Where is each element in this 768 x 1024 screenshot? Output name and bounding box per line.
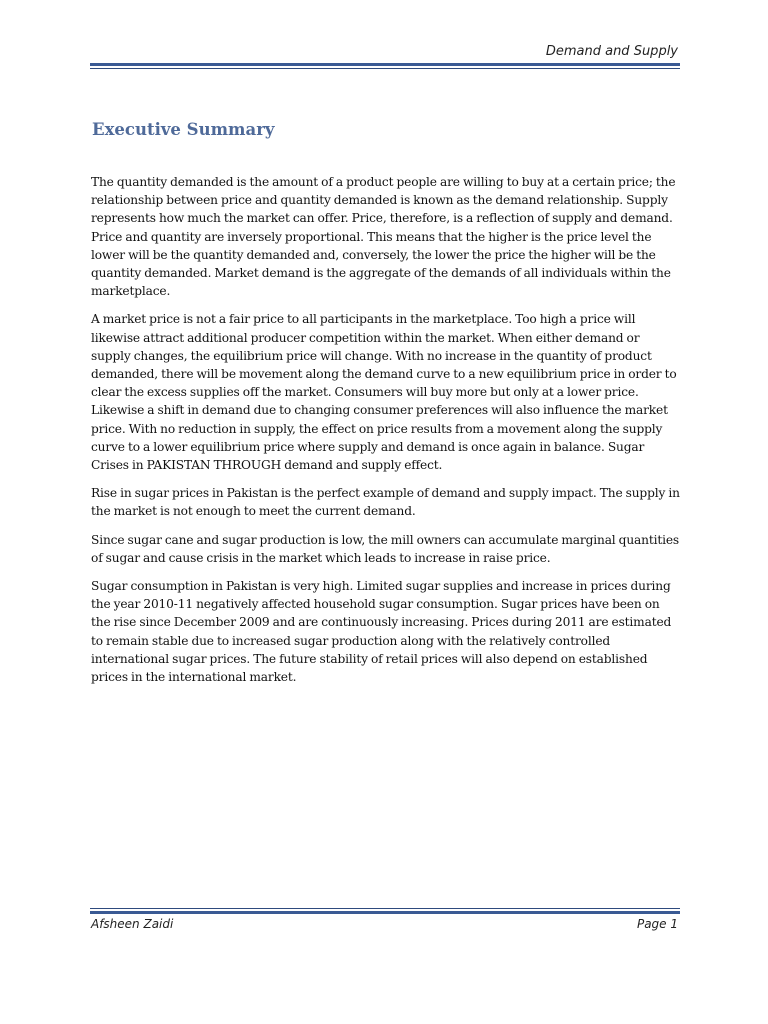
header-rule-thick [90, 63, 680, 66]
body-text [91, 173, 681, 696]
footer-author: Afsheen Zaidi [91, 917, 174, 931]
paragraph-2: A market price is not a fair price to all participants in the marketplace. Too high a price will likewise attract additional producer competition within the market. When either demand or supply changes, the equilibrium price will change. With no increase in the quantity of product demanded, there will be movement along the demand curve to a new equilibrium price in order to clear the excess supplies off the market. Consumers will buy more but only at a lower price. Likewise a shift in demand due to changing consumer preferences will also influence the market price. With no reduction in supply, the effect on price results from a movement along the supply curve to a lower equilibrium price where supply and demand is once again in balance. Sugar Crises in PAKISTAN THROUGH demand and supply effect. [91, 312, 677, 473]
header-rule-thin [90, 68, 680, 69]
section-heading: Executive Summary [92, 120, 275, 139]
paragraph-4: Since sugar cane and sugar production is low, the mill owners can accumulate marginal quantities of sugar and cause crisis in the market which leads to increase in raise price. [91, 532, 680, 565]
paragraph-5: Sugar consumption in Pakistan is very high. Limited sugar supplies and increase in prices during the year 2010-11 negatively affected household sugar consumption. Sugar prices have been on the rise since December 2009 and are continuously increasing. Prices during 2011 are estimated to remain stable due to increased sugar production along with the relatively controlled international sugar prices. The future stability of retail prices will also depend on established prices in the international market. [91, 579, 672, 685]
footer-page-number: Page 1 [636, 917, 678, 931]
paragraph-3: Rise in sugar prices in Pakistan is the perfect example of demand and supply impact. The supply in the market is not enough to meet the current demand. [91, 486, 680, 519]
footer-rule-thick [90, 911, 680, 914]
header-title: Demand and Supply [545, 44, 678, 59]
footer-rule-thin [90, 908, 680, 909]
paragraph-1: The quantity demanded is the amount of a product people are willing to buy at a certain price; the relationship between price and quantity demanded is known as the demand relationship. Supply represents how much the market can offer. Price, therefore, is a reflection of supply and demand. Price and quantity are inversely proportional. This means that the higher is the price level the lower will be the quantity demanded and, conversely, the lower the price the higher will be the quantity demanded. Market demand is the aggregate of the demands of all individuals within the marketplace. [91, 175, 676, 299]
